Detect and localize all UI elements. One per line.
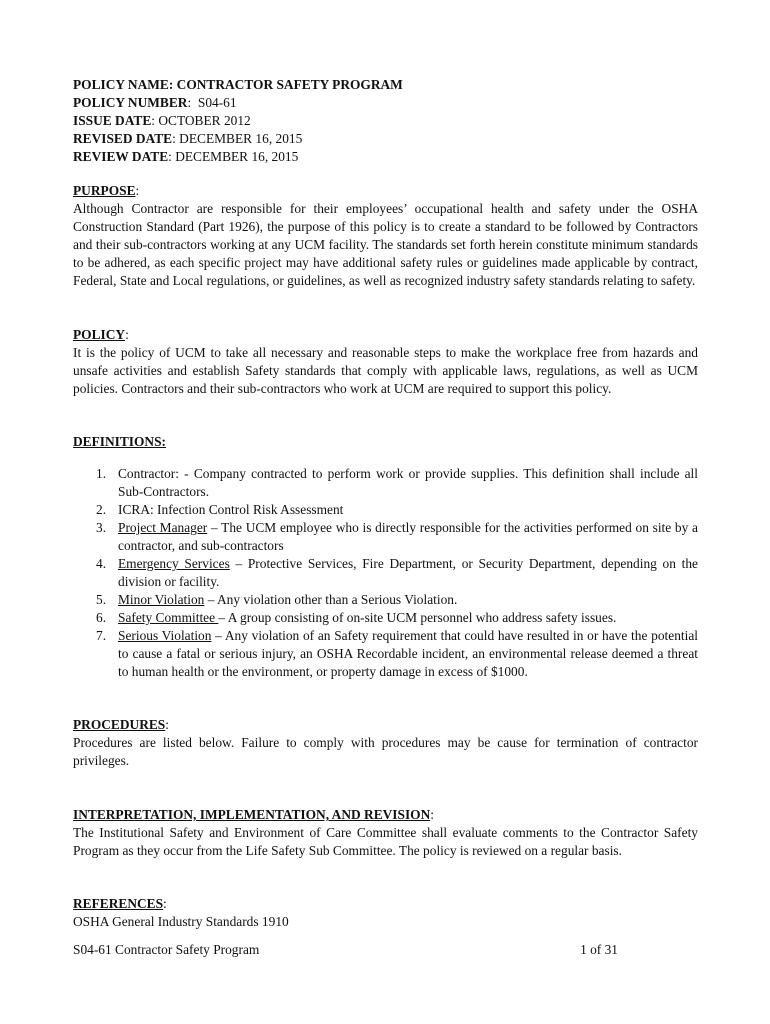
policy-heading: POLICY: bbox=[73, 327, 129, 342]
policy-number-value: S04-61 bbox=[197, 95, 237, 110]
policy-text: It is the policy of UCM to take all necessary and reasonable steps to make the workplace free from hazards and unsafe activities and establish Safety standards that comply with applicable laws, regulations, as well as UCM policies. Contractors and their sub-contractors who work at UCM are required to support this policy. bbox=[73, 345, 698, 396]
list-item: 3. Project Manager – The UCM employee who is directly responsible for the activities performed on site by a contractor, and sub-contractors bbox=[96, 520, 698, 553]
revised-date-value: DECEMBER 16, 2015 bbox=[179, 131, 303, 146]
policy-number-line: POLICY NUMBER: S04-61 bbox=[73, 95, 237, 110]
interpretation-heading: INTERPRETATION, IMPLEMENTATION, AND REVISION: bbox=[73, 807, 434, 822]
interpretation-text: The Institutional Safety and Environment of Care Committee shall evaluate comments to the Contractor Safety Program as they occur from the Life Safety Sub Committee. The policy is reviewed on a regular basis. bbox=[73, 825, 698, 858]
procedures-heading: PROCEDURES: bbox=[73, 717, 169, 732]
list-item: 4. Emergency Services – Protective Services, Fire Department, or Security Department, depending on the division or facility. bbox=[96, 556, 698, 589]
purpose-heading: PURPOSE: bbox=[73, 183, 140, 198]
references-text: OSHA General Industry Standards 1910 bbox=[73, 914, 289, 929]
footer-doc-title: S04-61 Contractor Safety Program bbox=[73, 942, 260, 957]
interpretation-section bbox=[73, 806, 698, 860]
references-section bbox=[73, 895, 698, 931]
list-item: 1. Contractor: - Company contracted to perform work or provide supplies. This definition shall include all Sub-Contractors. bbox=[96, 466, 698, 499]
list-item: 2. ICRA: Infection Control Risk Assessment bbox=[96, 502, 344, 517]
references-heading: REFERENCES: bbox=[73, 896, 167, 911]
list-item: 5. Minor Violation – Any violation other than a Serious Violation. bbox=[96, 592, 458, 607]
policy-header bbox=[73, 76, 713, 166]
page-number: 1 of 31 bbox=[580, 942, 618, 957]
policy-name-line: POLICY NAME: CONTRACTOR SAFETY PROGRAM bbox=[73, 77, 403, 92]
purpose-text: Although Contractor are responsible for their employees’ occupational health and safety under the OSHA Construction Standard (Part 1926), the purpose of this policy is to create a standard to be followed by Contractors and their sub-contractors working at any UCM facility. The standards set forth herein constitute minimum standards to be adhered, as each specific project may have additional safety rules or guidelines made applicable by contract, Federal, State and Local regulations, or guidelines, as well as recognized industry safety standards relating to safety. bbox=[73, 201, 698, 288]
issue-date-line: ISSUE DATE: OCTOBER 2012 bbox=[73, 113, 251, 128]
list-item: 6. Safety Committee – A group consisting of on-site UCM personnel who address safety issues. bbox=[96, 610, 617, 625]
definitions-list bbox=[73, 465, 698, 681]
policy-name-value: CONTRACTOR SAFETY PROGRAM bbox=[176, 77, 403, 92]
procedures-text: Procedures are listed below. Failure to comply with procedures may be cause for termination of contractor privileges. bbox=[73, 735, 698, 768]
list-item: 7. Serious Violation – Any violation of an Safety requirement that could have resulted in or have the potential to cause a fatal or serious injury, an OSHA Recordable incident, an environmental release deemed a threat to human health or the environment, or property damage in excess of $1000. bbox=[96, 628, 698, 679]
procedures-section bbox=[73, 716, 698, 770]
issue-date-value: OCTOBER 2012 bbox=[158, 113, 251, 128]
definitions-section bbox=[73, 433, 698, 681]
review-date-line: REVIEW DATE: DECEMBER 16, 2015 bbox=[73, 149, 299, 164]
policy-section bbox=[73, 326, 698, 398]
revised-date-line: REVISED DATE: DECEMBER 16, 2015 bbox=[73, 131, 303, 146]
review-date-value: DECEMBER 16, 2015 bbox=[175, 149, 299, 164]
definitions-heading: DEFINITIONS: bbox=[73, 434, 167, 449]
purpose-section bbox=[73, 182, 698, 290]
